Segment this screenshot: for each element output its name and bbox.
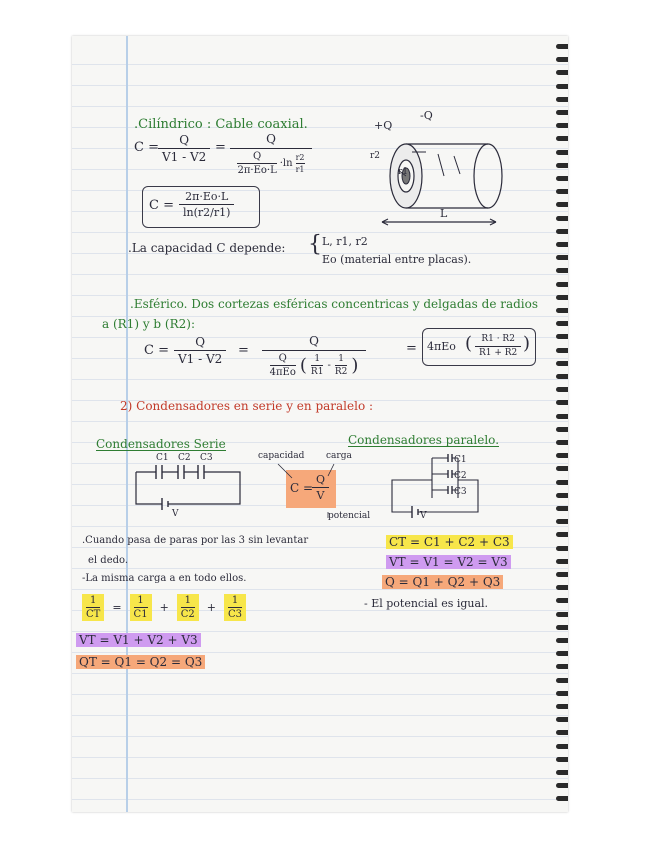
- spiral-ring: [556, 44, 568, 49]
- fraction-bar: [181, 607, 195, 608]
- esferico-b-num: 1: [338, 354, 344, 364]
- paralelo-ct-text: CT = C1 + C2 + C3: [386, 535, 513, 549]
- capacity-den: V: [316, 489, 325, 502]
- eq-plus-1: +: [159, 601, 169, 614]
- eq-c1-den: C1: [133, 609, 148, 620]
- cilindrico-result-box: [142, 186, 260, 228]
- spiral-ring: [556, 559, 568, 564]
- spiral-ring: [556, 334, 568, 339]
- spiral-ring: [556, 97, 568, 102]
- esferico-a-fraction: [311, 354, 324, 377]
- spiral-ring: [556, 770, 568, 775]
- serie-capacitance-equation: [82, 594, 246, 621]
- eq-c1-num: 1: [137, 595, 144, 606]
- spiral-ring: [556, 361, 568, 366]
- capacity-c: C =: [290, 481, 314, 495]
- serie-qt-text: QT = Q1 = Q2 = Q3: [76, 655, 205, 669]
- spiral-ring: [556, 216, 568, 221]
- coax-r2-label: r2: [370, 151, 381, 161]
- eq-c2-num: 1: [184, 595, 191, 606]
- paren-close: ): [351, 355, 359, 376]
- cilindrico-result-c: C =: [149, 198, 174, 213]
- spiral-ring: [556, 242, 568, 247]
- fraction-bar: [270, 365, 296, 366]
- esferico-b-fraction: [335, 354, 348, 377]
- coax-plus-q-label: +Q: [374, 119, 393, 132]
- cilindrico-eq2-inner-fraction: [237, 151, 276, 176]
- paralelo-q-text: Q = Q1 + Q2 + Q3: [382, 575, 503, 589]
- spiral-ring: [556, 585, 568, 590]
- eq-plus-2: +: [206, 601, 217, 614]
- spiral-ring: [556, 123, 568, 128]
- eq-c2-den: C2: [180, 609, 195, 620]
- cilindrico-eq2-den: [237, 151, 304, 176]
- spiral-ring: [556, 427, 568, 432]
- spiral-ring: [556, 532, 568, 537]
- esferico-result-box: [422, 328, 536, 366]
- esferico-a-den: R1: [310, 367, 324, 377]
- esferico-eq2-inner-fraction: [270, 353, 296, 378]
- serie-qt-equation: [76, 656, 205, 668]
- paralelo-q-equation: [382, 576, 503, 588]
- paren-open: (: [465, 333, 473, 354]
- eq-c3-num: 1: [231, 595, 239, 606]
- spiral-ring: [556, 506, 568, 511]
- eq-ct-den: CT: [86, 609, 101, 620]
- fraction-bar: [237, 163, 276, 164]
- paralelo-ct-equation: [386, 536, 513, 548]
- spiral-ring: [556, 612, 568, 617]
- spiral-ring: [556, 638, 568, 643]
- cilindrico-eq2-ln-num: r2: [295, 153, 305, 162]
- spiral-ring: [556, 189, 568, 194]
- cilindrico-eq2-ln: ·ln: [279, 158, 293, 169]
- spiral-ring: [556, 136, 568, 141]
- depends-brace: {: [308, 232, 322, 257]
- spiral-ring: [556, 453, 568, 458]
- eq-ct-num: 1: [89, 595, 97, 606]
- esferico-c-label: C =: [144, 343, 169, 358]
- depends-line1: L, r1, r2: [322, 235, 368, 248]
- fraction-bar: [158, 148, 210, 149]
- fraction-bar: [230, 148, 312, 149]
- esferico-title: .Esférico. Dos cortezas esféricas concentricas y delgadas de radios: [130, 297, 539, 311]
- fraction-bar: [311, 365, 324, 366]
- spiral-ring: [556, 176, 568, 181]
- coax-length-label: L: [440, 207, 448, 220]
- cilindrico-eq1-den: V1 - V2: [162, 150, 207, 164]
- capacity-annotation-arrows: [272, 456, 372, 526]
- spiral-ring: [556, 282, 568, 287]
- serie-v-label: V: [172, 509, 179, 519]
- esferico-eq2-inner-den: 4πEo: [269, 367, 296, 378]
- spiral-ring: [556, 598, 568, 603]
- serie-c2-label: C2: [178, 453, 191, 463]
- serie-note-3: -La misma carga a en todo ellos.: [82, 573, 247, 584]
- esferico-eq2-den: [270, 353, 359, 378]
- cilindrico-result-den: ln(r2/r1): [183, 206, 231, 219]
- spiral-ring: [556, 678, 568, 683]
- cilindrico-title: .Cilíndrico : Cable coaxial.: [134, 117, 308, 132]
- spiral-ring: [556, 717, 568, 722]
- fraction-bar: [262, 350, 366, 351]
- paralelo-heading: Condensadores paralelo.: [348, 433, 500, 447]
- spiral-binding: [552, 44, 568, 804]
- spiral-ring: [556, 664, 568, 669]
- spiral-ring: [556, 757, 568, 762]
- serie-vt-equation: [76, 634, 201, 646]
- esferico-result-num: R1 · R2: [481, 334, 515, 344]
- serie-c3-label: C3: [200, 453, 213, 463]
- spiral-ring: [556, 744, 568, 749]
- paralelo-note: - El potencial es igual.: [364, 597, 489, 610]
- spiral-ring: [556, 783, 568, 788]
- serie-c1-label: C1: [156, 453, 169, 463]
- cilindrico-eq2-equals: =: [215, 140, 226, 155]
- spiral-ring: [556, 796, 568, 801]
- notebook-page: [72, 36, 568, 812]
- esferico-b-den: R2: [334, 367, 348, 377]
- spiral-ring: [556, 572, 568, 577]
- spiral-ring: [556, 308, 568, 313]
- fraction-bar: [86, 607, 100, 608]
- fraction-bar: [174, 350, 226, 351]
- fraction-bar: [296, 163, 305, 164]
- eq-c3-fraction: [224, 594, 246, 621]
- series-circuit-diagram: [132, 453, 252, 516]
- cilindrico-eq2-inner-den: 2π·Eo·L: [237, 165, 277, 176]
- paren-open: (: [299, 355, 307, 376]
- paralelo-c3-label: C3: [454, 487, 467, 497]
- esferico-minus: -: [327, 360, 331, 371]
- paralelo-c1-label: C1: [454, 455, 467, 465]
- cilindrico-eq2-ln-fraction: [296, 153, 305, 174]
- parallel-circuit-diagram: [382, 454, 502, 518]
- spiral-ring: [556, 202, 568, 207]
- spiral-ring: [556, 110, 568, 115]
- esferico-eq1-fraction: [174, 336, 226, 365]
- spiral-ring: [556, 519, 568, 524]
- esferico-eq2-fraction: [262, 334, 366, 378]
- cilindrico-eq2-fraction: [230, 132, 312, 176]
- margin-line: [126, 36, 128, 812]
- cilindrico-eq1-num: Q: [179, 133, 190, 147]
- spiral-ring: [556, 268, 568, 273]
- spiral-ring: [556, 546, 568, 551]
- spiral-ring: [556, 400, 568, 405]
- spiral-ring: [556, 70, 568, 75]
- eq-c2-fraction: [177, 594, 199, 621]
- spiral-ring: [556, 57, 568, 62]
- spiral-ring: [556, 440, 568, 445]
- spiral-ring: [556, 321, 568, 326]
- esferico-result-prefix: 4πEo: [427, 340, 456, 353]
- paren-close: ): [523, 333, 531, 354]
- fraction-bar: [228, 607, 242, 608]
- cilindrico-eq1-fraction: [158, 134, 210, 163]
- paralelo-vt-equation: [386, 556, 511, 568]
- paralelo-c2-label: C2: [454, 471, 467, 481]
- esferico-result-fraction: [475, 335, 521, 358]
- eq-ct-fraction: [82, 594, 104, 621]
- capacidad-annotation: capacidad: [258, 451, 305, 461]
- esferico-eq2-inner-num: Q: [278, 353, 287, 364]
- fraction-bar: [179, 204, 234, 205]
- spiral-ring: [556, 295, 568, 300]
- carga-annotation: carga: [326, 451, 352, 461]
- spiral-ring: [556, 229, 568, 234]
- cilindrico-eq2-ln-den: r1: [295, 165, 305, 174]
- fraction-bar: [335, 365, 348, 366]
- paralelo-vt-text: VT = V1 = V2 = V3: [386, 555, 511, 569]
- esferico-eq2-equals: =: [238, 343, 249, 358]
- serie-note-2: el dedo.: [88, 555, 129, 566]
- spiral-ring: [556, 480, 568, 485]
- spiral-ring: [556, 348, 568, 353]
- spiral-ring: [556, 651, 568, 656]
- spiral-ring: [556, 84, 568, 89]
- depends-line2: Eo (material entre placas).: [322, 253, 472, 266]
- esferico-eq2-num: Q: [309, 334, 319, 348]
- section2-title: 2) Condensadores en serie y en paralelo :: [120, 399, 374, 413]
- depends-label: .La capacidad C depende:: [128, 241, 286, 255]
- cilindrico-eq2-inner-num: Q: [253, 151, 262, 162]
- spiral-ring: [556, 466, 568, 471]
- eq-equals: =: [112, 601, 122, 614]
- esferico-result-equals: =: [406, 341, 417, 356]
- cilindrico-eq2-num: Q: [266, 132, 276, 146]
- esferico-title2: a (R1) y b (R2):: [102, 317, 195, 331]
- spiral-ring: [556, 704, 568, 709]
- spiral-ring: [556, 387, 568, 392]
- esferico-a-num: 1: [314, 354, 321, 364]
- serie-note-1: .Cuando pasa de paras por las 3 sin levantar: [82, 535, 309, 546]
- esferico-result-den: R1 + R2: [479, 348, 518, 358]
- serie-heading: Condensadores Serie: [96, 437, 226, 451]
- spiral-ring: [556, 493, 568, 498]
- fraction-bar: [475, 346, 521, 347]
- spiral-ring: [556, 163, 568, 168]
- esferico-eq1-den: V1 - V2: [178, 352, 223, 366]
- cilindrico-result-fraction: [179, 191, 234, 218]
- esferico-eq1-num: Q: [195, 335, 206, 349]
- spiral-ring: [556, 150, 568, 155]
- capacity-num: Q: [316, 473, 326, 486]
- paralelo-v-label: V: [420, 511, 427, 521]
- spiral-ring: [556, 625, 568, 630]
- spiral-ring: [556, 691, 568, 696]
- serie-vt-text: VT = V1 + V2 + V3: [76, 633, 201, 647]
- coax-minus-q-label: -Q: [420, 109, 433, 122]
- fraction-bar: [134, 607, 148, 608]
- eq-c3-den: C3: [228, 609, 243, 620]
- spiral-ring: [556, 374, 568, 379]
- cilindrico-c-label: C =: [134, 140, 159, 155]
- eq-c1-fraction: [130, 594, 152, 621]
- potencial-annotation: potencial: [328, 511, 371, 521]
- spiral-ring: [556, 730, 568, 735]
- spiral-ring: [556, 255, 568, 260]
- cilindrico-result-num: 2π·Eo·L: [185, 190, 229, 203]
- spiral-ring: [556, 414, 568, 419]
- coax-r1-label: r1: [398, 167, 409, 177]
